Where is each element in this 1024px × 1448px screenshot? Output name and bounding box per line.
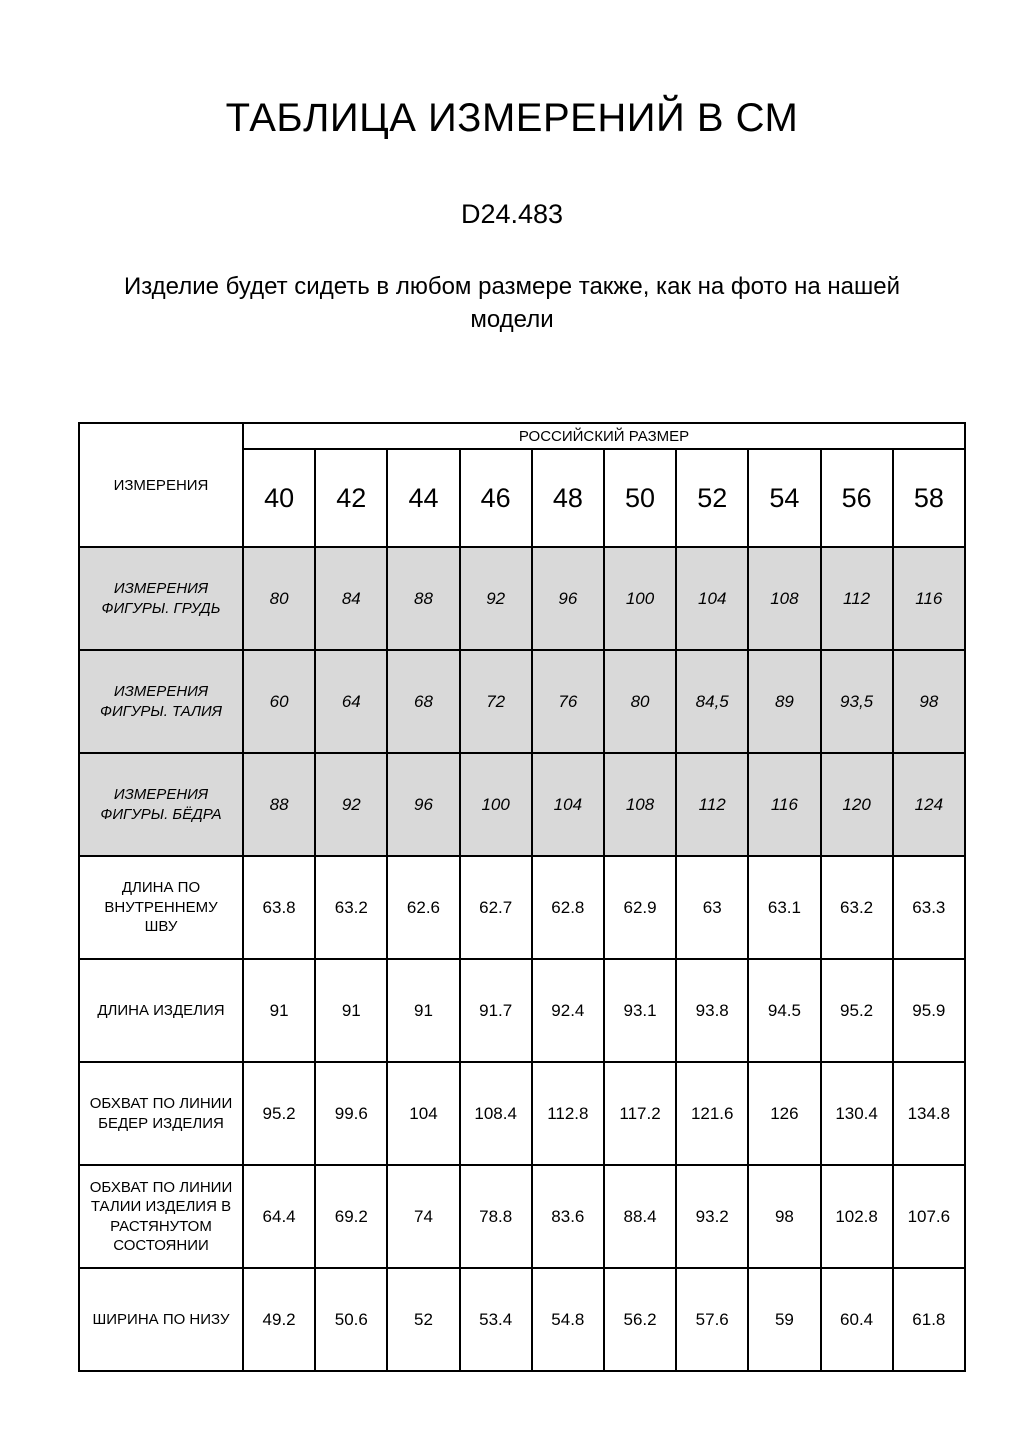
value-cell: 98 [893, 650, 965, 753]
value-cell: 52 [387, 1268, 459, 1371]
value-cell: 126 [748, 1062, 820, 1165]
value-cell: 63.3 [893, 856, 965, 959]
row-label: ИЗМЕРЕНИЯ ФИГУРЫ. ТАЛИЯ [79, 650, 243, 753]
table-row [79, 753, 965, 856]
row-label: ШИРИНА ПО НИЗУ [79, 1268, 243, 1371]
value-cell: 54.8 [532, 1268, 604, 1371]
article-code: D24.483 [460, 199, 564, 229]
table-row [79, 856, 965, 959]
value-cell: 108.4 [460, 1062, 532, 1165]
table-row [79, 547, 965, 650]
row-label: ОБХВАТ ПО ЛИНИИ БЕДЕР ИЗДЕЛИЯ [79, 1062, 243, 1165]
value-cell: 92.4 [532, 959, 604, 1062]
value-cell: 63.2 [821, 856, 893, 959]
size-column-header: 56 [821, 449, 893, 547]
value-cell: 95.2 [821, 959, 893, 1062]
value-cell: 104 [387, 1062, 459, 1165]
table-row [79, 1165, 965, 1268]
size-system-header: РОССИЙСКИЙ РАЗМЕР [243, 423, 965, 449]
value-cell: 88 [243, 753, 315, 856]
value-cell: 120 [821, 753, 893, 856]
value-cell: 59 [748, 1268, 820, 1371]
value-cell: 100 [604, 547, 676, 650]
value-cell: 62.6 [387, 856, 459, 959]
measurements-table [78, 422, 966, 1372]
fit-note: Изделие будет сидеть в любом размере также, как на фото на нашей модели [123, 273, 901, 333]
value-cell: 63.8 [243, 856, 315, 959]
size-column-header: 50 [604, 449, 676, 547]
measurements-header: ИЗМЕРЕНИЯ [79, 423, 243, 547]
value-cell: 91 [387, 959, 459, 1062]
value-cell: 104 [676, 547, 748, 650]
value-cell: 98 [748, 1165, 820, 1268]
size-column-header: 52 [676, 449, 748, 547]
value-cell: 95.9 [893, 959, 965, 1062]
row-label: ДЛИНА ИЗДЕЛИЯ [79, 959, 243, 1062]
size-column-header: 40 [243, 449, 315, 547]
value-cell: 62.8 [532, 856, 604, 959]
value-cell: 88.4 [604, 1165, 676, 1268]
value-cell: 112.8 [532, 1062, 604, 1165]
value-cell: 63.1 [748, 856, 820, 959]
value-cell: 93.2 [676, 1165, 748, 1268]
value-cell: 88 [387, 547, 459, 650]
value-cell: 91.7 [460, 959, 532, 1062]
value-cell: 99.6 [315, 1062, 387, 1165]
table-row [79, 650, 965, 753]
value-cell: 62.7 [460, 856, 532, 959]
table-row [79, 959, 965, 1062]
row-label: ИЗМЕРЕНИЯ ФИГУРЫ. БЁДРА [79, 753, 243, 856]
size-column-header: 54 [748, 449, 820, 547]
size-column-header: 44 [387, 449, 459, 547]
value-cell: 64.4 [243, 1165, 315, 1268]
value-cell: 94.5 [748, 959, 820, 1062]
value-cell: 124 [893, 753, 965, 856]
value-cell: 84 [315, 547, 387, 650]
value-cell: 134.8 [893, 1062, 965, 1165]
value-cell: 93,5 [821, 650, 893, 753]
value-cell: 53.4 [460, 1268, 532, 1371]
value-cell: 91 [243, 959, 315, 1062]
size-column-header: 46 [460, 449, 532, 547]
value-cell: 121.6 [676, 1062, 748, 1165]
size-system-row [79, 423, 965, 449]
value-cell: 72 [460, 650, 532, 753]
value-cell: 93.1 [604, 959, 676, 1062]
value-cell: 64 [315, 650, 387, 753]
value-cell: 57.6 [676, 1268, 748, 1371]
value-cell: 63 [676, 856, 748, 959]
value-cell: 91 [315, 959, 387, 1062]
value-cell: 107.6 [893, 1165, 965, 1268]
size-column-header: 42 [315, 449, 387, 547]
value-cell: 56.2 [604, 1268, 676, 1371]
value-cell: 49.2 [243, 1268, 315, 1371]
value-cell: 116 [893, 547, 965, 650]
value-cell: 83.6 [532, 1165, 604, 1268]
value-cell: 108 [604, 753, 676, 856]
size-column-header: 58 [893, 449, 965, 547]
value-cell: 92 [460, 547, 532, 650]
value-cell: 80 [604, 650, 676, 753]
value-cell: 80 [243, 547, 315, 650]
size-column-header: 48 [532, 449, 604, 547]
value-cell: 69.2 [315, 1165, 387, 1268]
value-cell: 62.9 [604, 856, 676, 959]
value-cell: 112 [821, 547, 893, 650]
value-cell: 74 [387, 1165, 459, 1268]
value-cell: 63.2 [315, 856, 387, 959]
value-cell: 76 [532, 650, 604, 753]
table-row [79, 1268, 965, 1371]
value-cell: 93.8 [676, 959, 748, 1062]
value-cell: 96 [532, 547, 604, 650]
value-cell: 84,5 [676, 650, 748, 753]
value-cell: 78.8 [460, 1165, 532, 1268]
value-cell: 108 [748, 547, 820, 650]
value-cell: 89 [748, 650, 820, 753]
table-row [79, 1062, 965, 1165]
value-cell: 104 [532, 753, 604, 856]
value-cell: 60 [243, 650, 315, 753]
value-cell: 61.8 [893, 1268, 965, 1371]
value-cell: 96 [387, 753, 459, 856]
value-cell: 92 [315, 753, 387, 856]
value-cell: 50.6 [315, 1268, 387, 1371]
value-cell: 100 [460, 753, 532, 856]
value-cell: 116 [748, 753, 820, 856]
row-label: ИЗМЕРЕНИЯ ФИГУРЫ. ГРУДЬ [79, 547, 243, 650]
value-cell: 68 [387, 650, 459, 753]
page-title: ТАБЛИЦА ИЗМЕРЕНИЙ В СМ [225, 96, 799, 140]
value-cell: 60.4 [821, 1268, 893, 1371]
value-cell: 102.8 [821, 1165, 893, 1268]
row-label: ДЛИНА ПО ВНУТРЕННЕМУ ШВУ [79, 856, 243, 959]
value-cell: 117.2 [604, 1062, 676, 1165]
row-label: ОБХВАТ ПО ЛИНИИ ТАЛИИ ИЗДЕЛИЯ В РАСТЯНУТОМ СОСТОЯНИИ [79, 1165, 243, 1268]
value-cell: 95.2 [243, 1062, 315, 1165]
value-cell: 112 [676, 753, 748, 856]
value-cell: 130.4 [821, 1062, 893, 1165]
